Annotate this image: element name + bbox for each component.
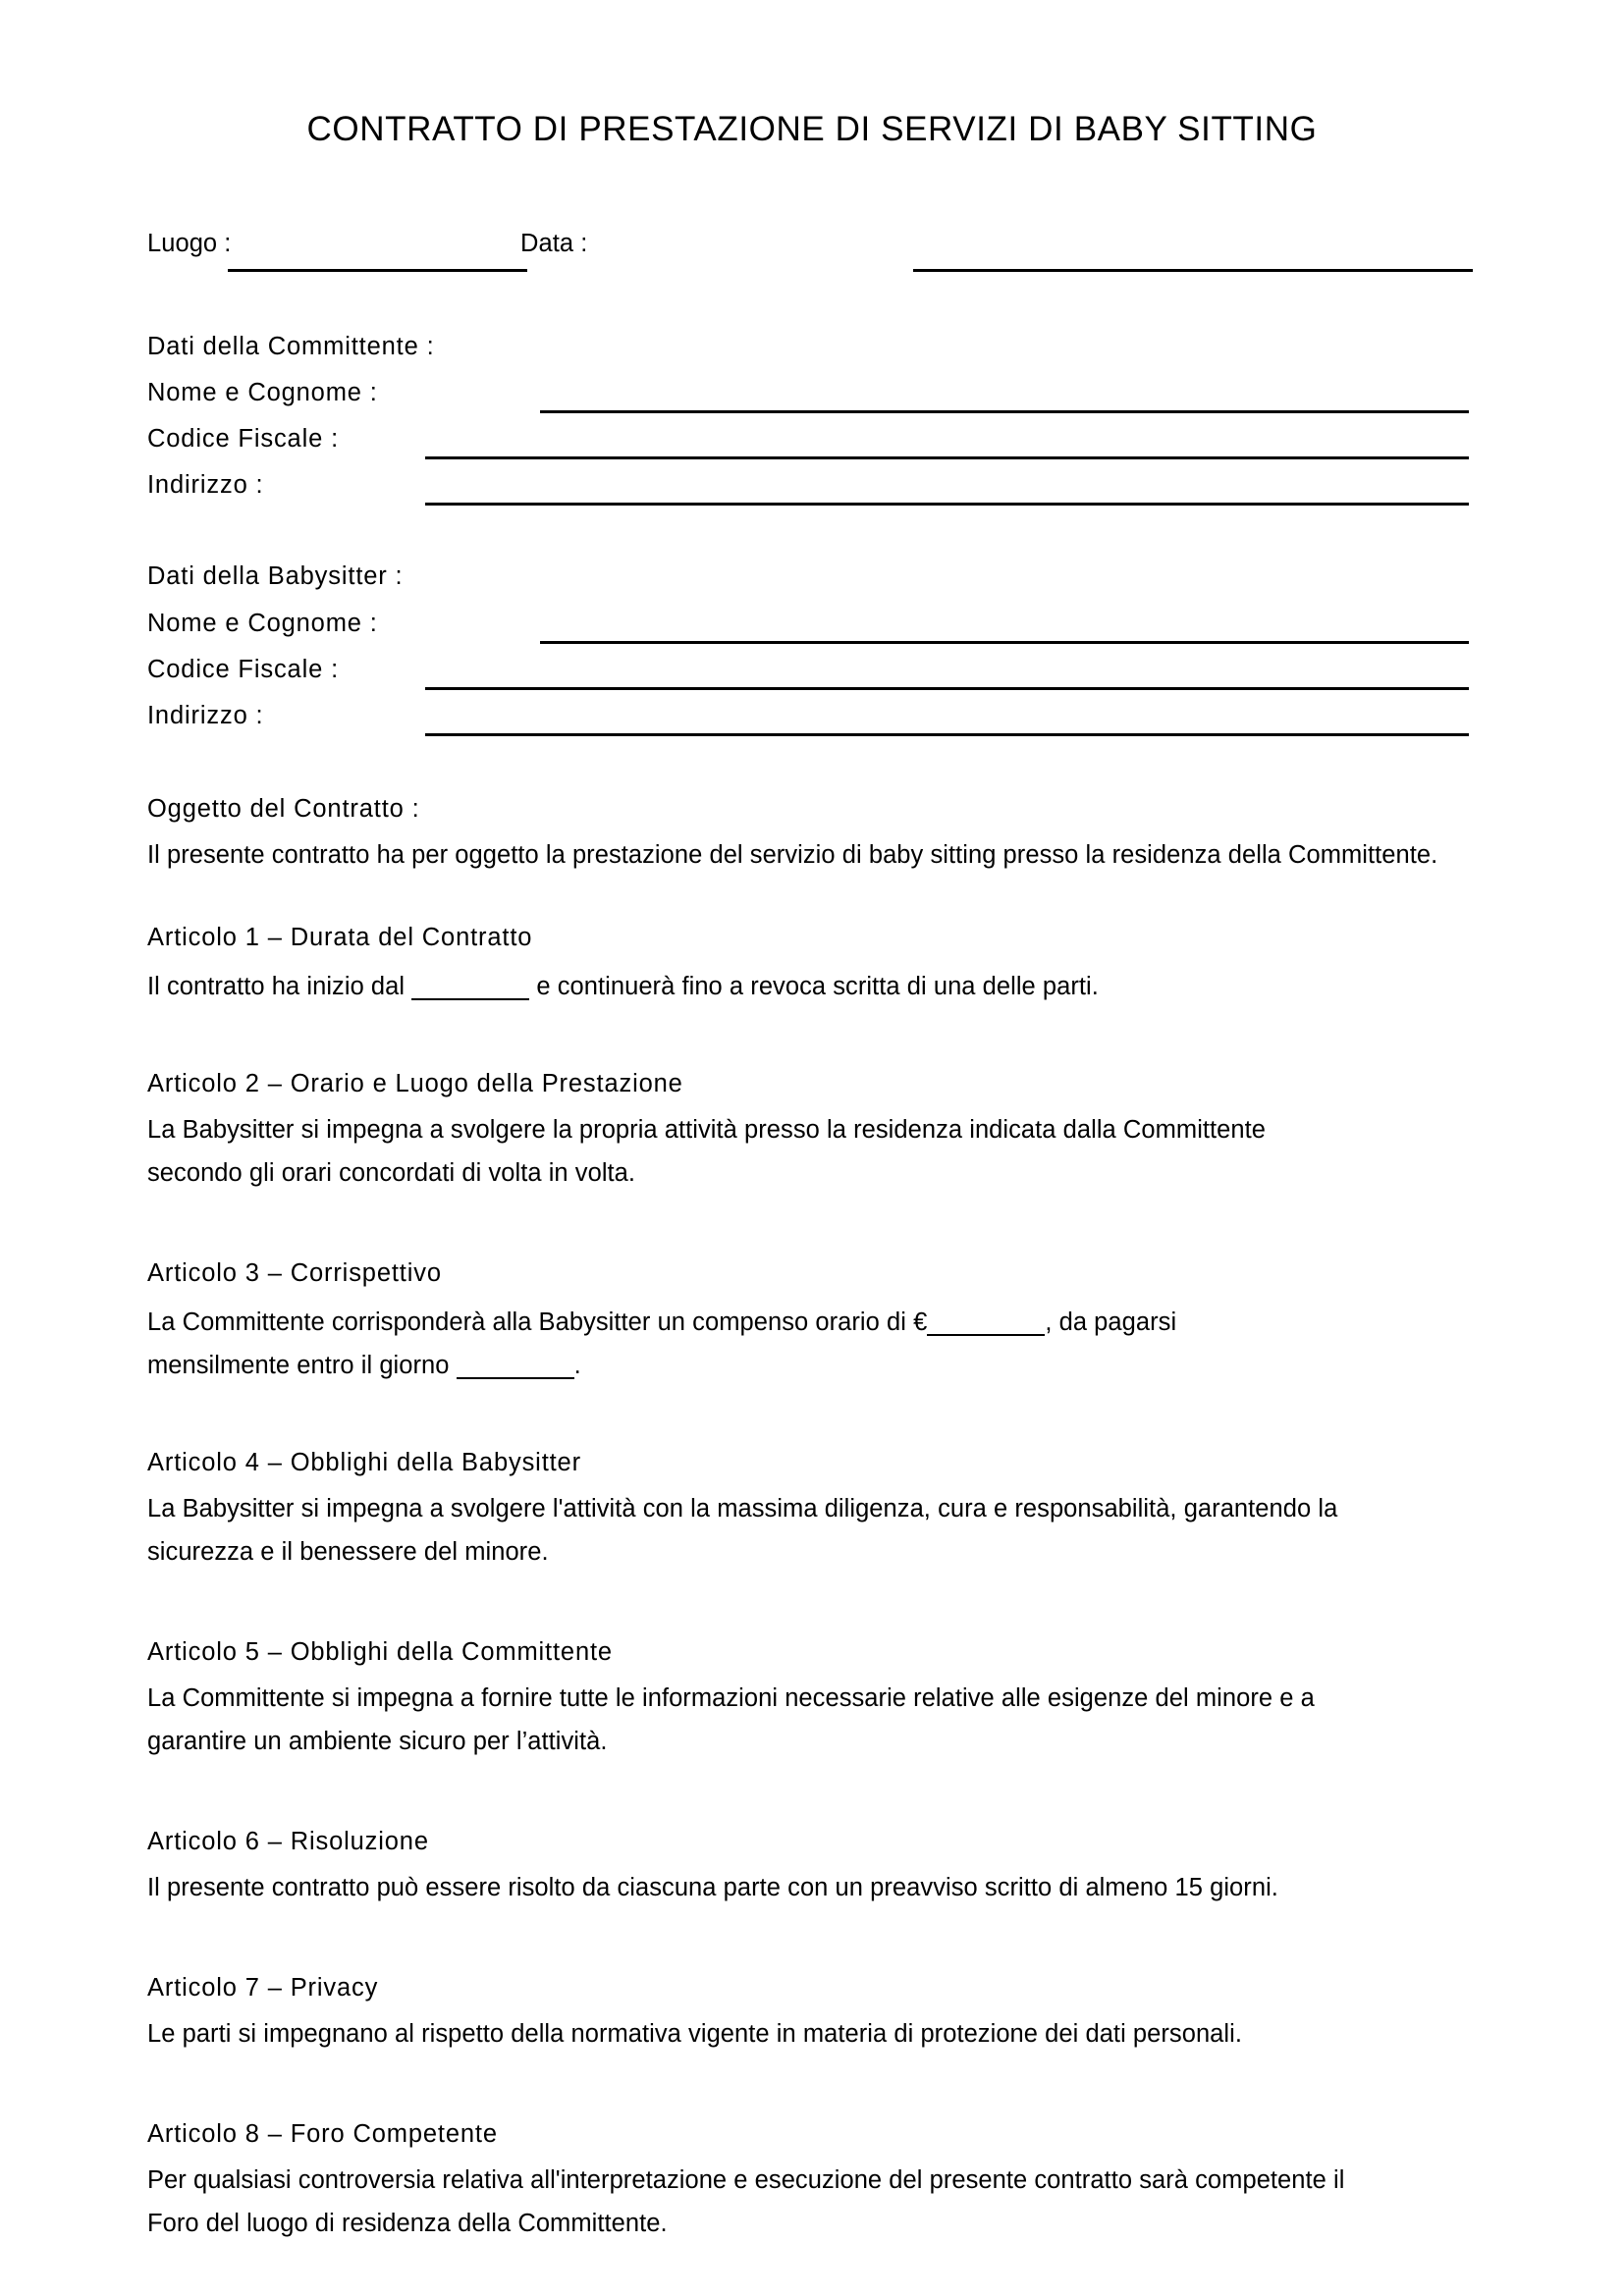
article-heading: Articolo 6 – Risoluzione (147, 1828, 429, 1855)
client-name-fill-line[interactable] (540, 410, 1469, 413)
babysitter-fiscal-code-fill-line[interactable] (425, 687, 1469, 690)
article-body-line (147, 1537, 549, 1567)
article-text: La Babysitter si impegna a svolgere la propria attività presso la residenza indicata dalla Committente (147, 1116, 1267, 1144)
client-address-label: Indirizzo : (147, 471, 264, 499)
article-text: . (573, 1352, 581, 1379)
article-body-line (147, 1494, 1337, 1523)
article-text: La Committente si impegna a fornire tutte le informazioni necessarie relative alle esigenze del minore e a (147, 1684, 1315, 1712)
client-section-label: Dati della Committente : (147, 333, 435, 360)
object-section-body: Il presente contratto ha per oggetto la prestazione del servizio di baby sitting presso la residenza della Committente. (147, 841, 1438, 869)
article-body-line (147, 1348, 581, 1380)
article-heading: Articolo 7 – Privacy (147, 1974, 379, 2002)
fill-in-blank[interactable] (411, 969, 529, 1000)
fill-in-blank[interactable] (927, 1305, 1045, 1336)
article-heading: Articolo 3 – Corrispettivo (147, 1259, 442, 1287)
article-body-line (147, 2165, 1344, 2195)
article-body-line (147, 969, 1099, 1001)
article-text: sicurezza e il benessere del minore. (147, 1538, 549, 1566)
article-text: Il contratto ha inizio dal (147, 973, 412, 1000)
page-title: CONTRATTO DI PRESTAZIONE DI SERVIZI DI BABY SITTING (306, 110, 1318, 148)
article-text: , da pagarsi (1045, 1308, 1177, 1336)
article-heading: Articolo 8 – Foro Competente (147, 2120, 498, 2148)
article-heading: Articolo 5 – Obblighi della Committente (147, 1638, 613, 1666)
babysitter-name-fill-line[interactable] (540, 641, 1469, 644)
article-text: e continuerà fino a revoca scritta di una delle parti. (529, 973, 1099, 1000)
article-text: garantire un ambiente sicuro per l’attività. (147, 1728, 608, 1755)
article-text: Il presente contratto può essere risolto da ciascuna parte con un preavviso scritto di almeno 15 giorni. (147, 1874, 1278, 1901)
article-body-line (147, 1727, 608, 1756)
babysitter-section-label: Dati della Babysitter : (147, 562, 404, 590)
client-fiscal-code-label: Codice Fiscale : (147, 425, 340, 453)
date-fill-line[interactable] (913, 269, 1473, 272)
client-address-fill-line[interactable] (425, 503, 1469, 506)
article-text: Foro del luogo di residenza della Committente. (147, 2210, 668, 2237)
article-heading: Articolo 4 – Obblighi della Babysitter (147, 1449, 581, 1476)
article-body-line (147, 1158, 635, 1188)
babysitter-address-fill-line[interactable] (425, 733, 1469, 736)
place-fill-line[interactable] (228, 269, 527, 272)
article-text: secondo gli orari concordati di volta in volta. (147, 1159, 636, 1187)
article-text: La Babysitter si impegna a svolgere l'attività con la massima diligenza, cura e responsabilità, garantendo la (147, 1495, 1338, 1522)
babysitter-name-label: Nome e Cognome : (147, 610, 378, 637)
article-text: Per qualsiasi controversia relativa all'interpretazione e esecuzione del presente contratto sarà competente il (147, 2166, 1345, 2194)
babysitter-address-label: Indirizzo : (147, 702, 264, 729)
object-section-heading: Oggetto del Contratto : (147, 795, 420, 823)
article-text: Le parti si impegnano al rispetto della normativa vigente in materia di protezione dei dati personali. (147, 2020, 1242, 2048)
article-body-line (147, 1873, 1278, 1902)
client-name-label: Nome e Cognome : (147, 379, 378, 406)
date-label: Data : (520, 230, 588, 257)
article-body-line (147, 1305, 1176, 1337)
client-fiscal-code-fill-line[interactable] (425, 456, 1469, 459)
article-heading: Articolo 1 – Durata del Contratto (147, 924, 533, 951)
article-heading: Articolo 2 – Orario e Luogo della Prestazione (147, 1070, 683, 1097)
article-text: mensilmente entro il giorno (147, 1352, 457, 1379)
fill-in-blank[interactable] (457, 1348, 574, 1379)
article-text: La Committente corrisponderà alla Babysitter un compenso orario di € (147, 1308, 928, 1336)
babysitter-fiscal-code-label: Codice Fiscale : (147, 656, 340, 683)
article-body-line (147, 1115, 1266, 1145)
article-body-line (147, 2019, 1242, 2049)
article-body-line (147, 1683, 1315, 1713)
place-label: Luogo : (147, 230, 232, 257)
article-body-line (147, 2209, 668, 2238)
